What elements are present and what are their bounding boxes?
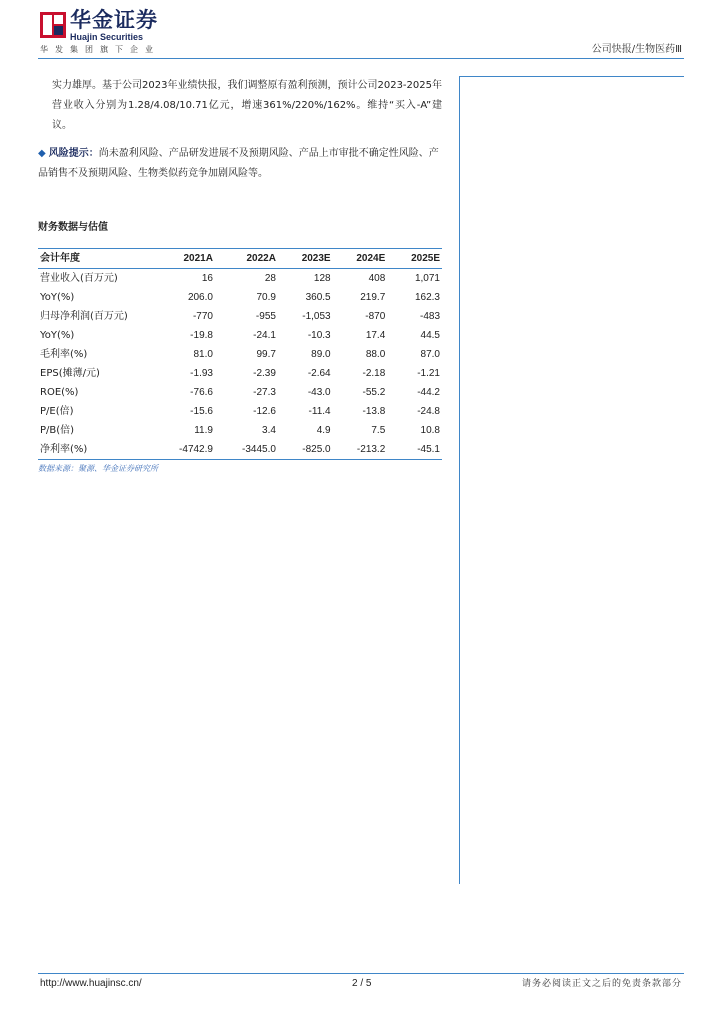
table-row: [38, 288, 442, 307]
table-cell: -19.8: [190, 330, 213, 341]
table-cell: -45.1: [417, 444, 440, 455]
table-cell: -15.6: [190, 406, 213, 417]
table-cell: 16: [201, 273, 213, 284]
table-cell: -770: [192, 311, 213, 322]
table-cell: 44.5: [420, 330, 440, 341]
page-number: 2 / 5: [352, 978, 372, 989]
table-cell: -1,053: [302, 311, 331, 322]
table-cell: 99.7: [256, 349, 276, 360]
table-row: [38, 440, 442, 460]
table-row-label: 净利率(%): [40, 444, 88, 455]
report-category: 公司快报/生物医药Ⅲ: [591, 44, 682, 55]
sidebar-panel: [459, 76, 684, 884]
table-row: [38, 326, 442, 345]
risk-warning: [38, 144, 442, 184]
header-divider: [38, 58, 684, 59]
table-header-cell: 2024E: [356, 253, 386, 264]
table-cell: -10.3: [307, 330, 331, 341]
table-row-label: YoY(%): [40, 330, 75, 341]
diamond-bullet-icon: ◆: [38, 148, 46, 159]
table-cell: 89.0: [311, 349, 331, 360]
table-cell: -2.18: [362, 368, 386, 379]
table-row-label: P/E(倍): [40, 406, 74, 417]
table-cell: -43.0: [307, 387, 331, 398]
table-cell: -44.2: [417, 387, 440, 398]
table-header-cell: 2021A: [183, 253, 213, 264]
table-cell: -24.8: [417, 406, 440, 417]
table-header-cell: 会计年度: [40, 253, 80, 264]
risk-title: 风险提示：: [48, 148, 99, 159]
table-row: [38, 307, 442, 326]
table-cell: 4.9: [316, 425, 331, 436]
table-header-cell: 2025E: [411, 253, 440, 264]
table-header-row: [38, 249, 442, 269]
table-cell: 87.0: [420, 349, 440, 360]
table-cell: 360.5: [305, 292, 331, 303]
table-row: [38, 383, 442, 402]
table-cell: -870: [365, 311, 386, 322]
table-cell: -483: [419, 311, 440, 322]
footer-website-link[interactable]: http://www.huajinsc.cn/: [40, 978, 142, 989]
footer-divider: [38, 973, 684, 974]
table-cell: 70.9: [256, 292, 276, 303]
table-row-label: ROE(%): [40, 387, 79, 398]
table-row: [38, 345, 442, 364]
table-cell: 219.7: [360, 292, 386, 303]
table-row: [38, 364, 442, 383]
table-cell: 7.5: [371, 425, 386, 436]
logo-chinese-name: 华金证券: [70, 8, 158, 32]
table-header-cell: 2022A: [246, 253, 276, 264]
table-cell: -1.93: [190, 368, 213, 379]
table-cell: -955: [255, 311, 276, 322]
forecast-paragraph: 实力雄厚。基于公司2023年业绩快报，我们调整原有盈利预测，预计公司2023-2025年营业收入分别为1.28/4.08/10.71亿元，增速361%/220%/162%。维持“买入-A”建议。: [52, 80, 442, 131]
table-cell: -213.2: [356, 444, 386, 455]
table-cell: 88.0: [365, 349, 386, 360]
financial-table: [38, 248, 442, 460]
table-cell: -11.4: [308, 406, 331, 417]
table-cell: 3.4: [262, 425, 276, 436]
table-cell: -4742.9: [179, 444, 213, 455]
table-cell: -3445.0: [242, 444, 276, 455]
table-cell: 11.9: [194, 425, 213, 436]
table-cell: 28: [264, 273, 276, 284]
group-tagline: 华发集团旗下企业: [40, 45, 160, 54]
table-row: [38, 421, 442, 440]
table-cell: -13.8: [362, 406, 386, 417]
table-cell: -27.3: [253, 387, 276, 398]
data-source-note: 数据来源：聚源、华金证券研究所: [38, 464, 158, 473]
table-cell: 17.4: [365, 330, 386, 341]
table-cell: -76.6: [190, 387, 213, 398]
table-cell: -12.6: [253, 406, 276, 417]
footer-disclaimer: 请务必阅读正文之后的免责条款部分: [521, 979, 682, 989]
table-row-label: EPS(摊薄/元): [40, 368, 100, 379]
table-cell: 408: [368, 273, 386, 284]
table-row-label: 归母净利润(百万元): [40, 311, 128, 322]
table-header-cell: 2023E: [301, 253, 331, 264]
risk-text: 尚未盈利风险、产品研发进展不及预期风险、产品上市审批不确定性风险、产品销售不及预期风险、生物类似药竞争加剧风险等。: [38, 148, 439, 179]
table-cell: 1,071: [414, 273, 440, 284]
table-title: 财务数据与估值: [38, 222, 108, 233]
table-cell: 206.0: [187, 292, 213, 303]
logo-english-name: Huajin Securities: [70, 32, 144, 42]
table-row: [38, 269, 442, 289]
table-row: [38, 402, 442, 421]
table-cell: 81.0: [193, 349, 213, 360]
table-cell: 162.3: [414, 292, 440, 303]
table-row-label: P/B(倍): [40, 425, 75, 436]
table-cell: -2.39: [253, 368, 276, 379]
table-row-label: YoY(%): [40, 292, 75, 303]
table-cell: -24.1: [253, 330, 276, 341]
table-cell: 10.8: [420, 425, 440, 436]
table-cell: -825.0: [302, 444, 331, 455]
table-row-label: 毛利率(%): [40, 349, 88, 360]
table-cell: -55.2: [362, 387, 386, 398]
company-logo-icon: [40, 12, 66, 38]
table-cell: -1.21: [417, 368, 440, 379]
table-row-label: 营业收入(百万元): [40, 273, 118, 284]
table-cell: -2.64: [307, 368, 331, 379]
table-cell: 128: [313, 273, 331, 284]
